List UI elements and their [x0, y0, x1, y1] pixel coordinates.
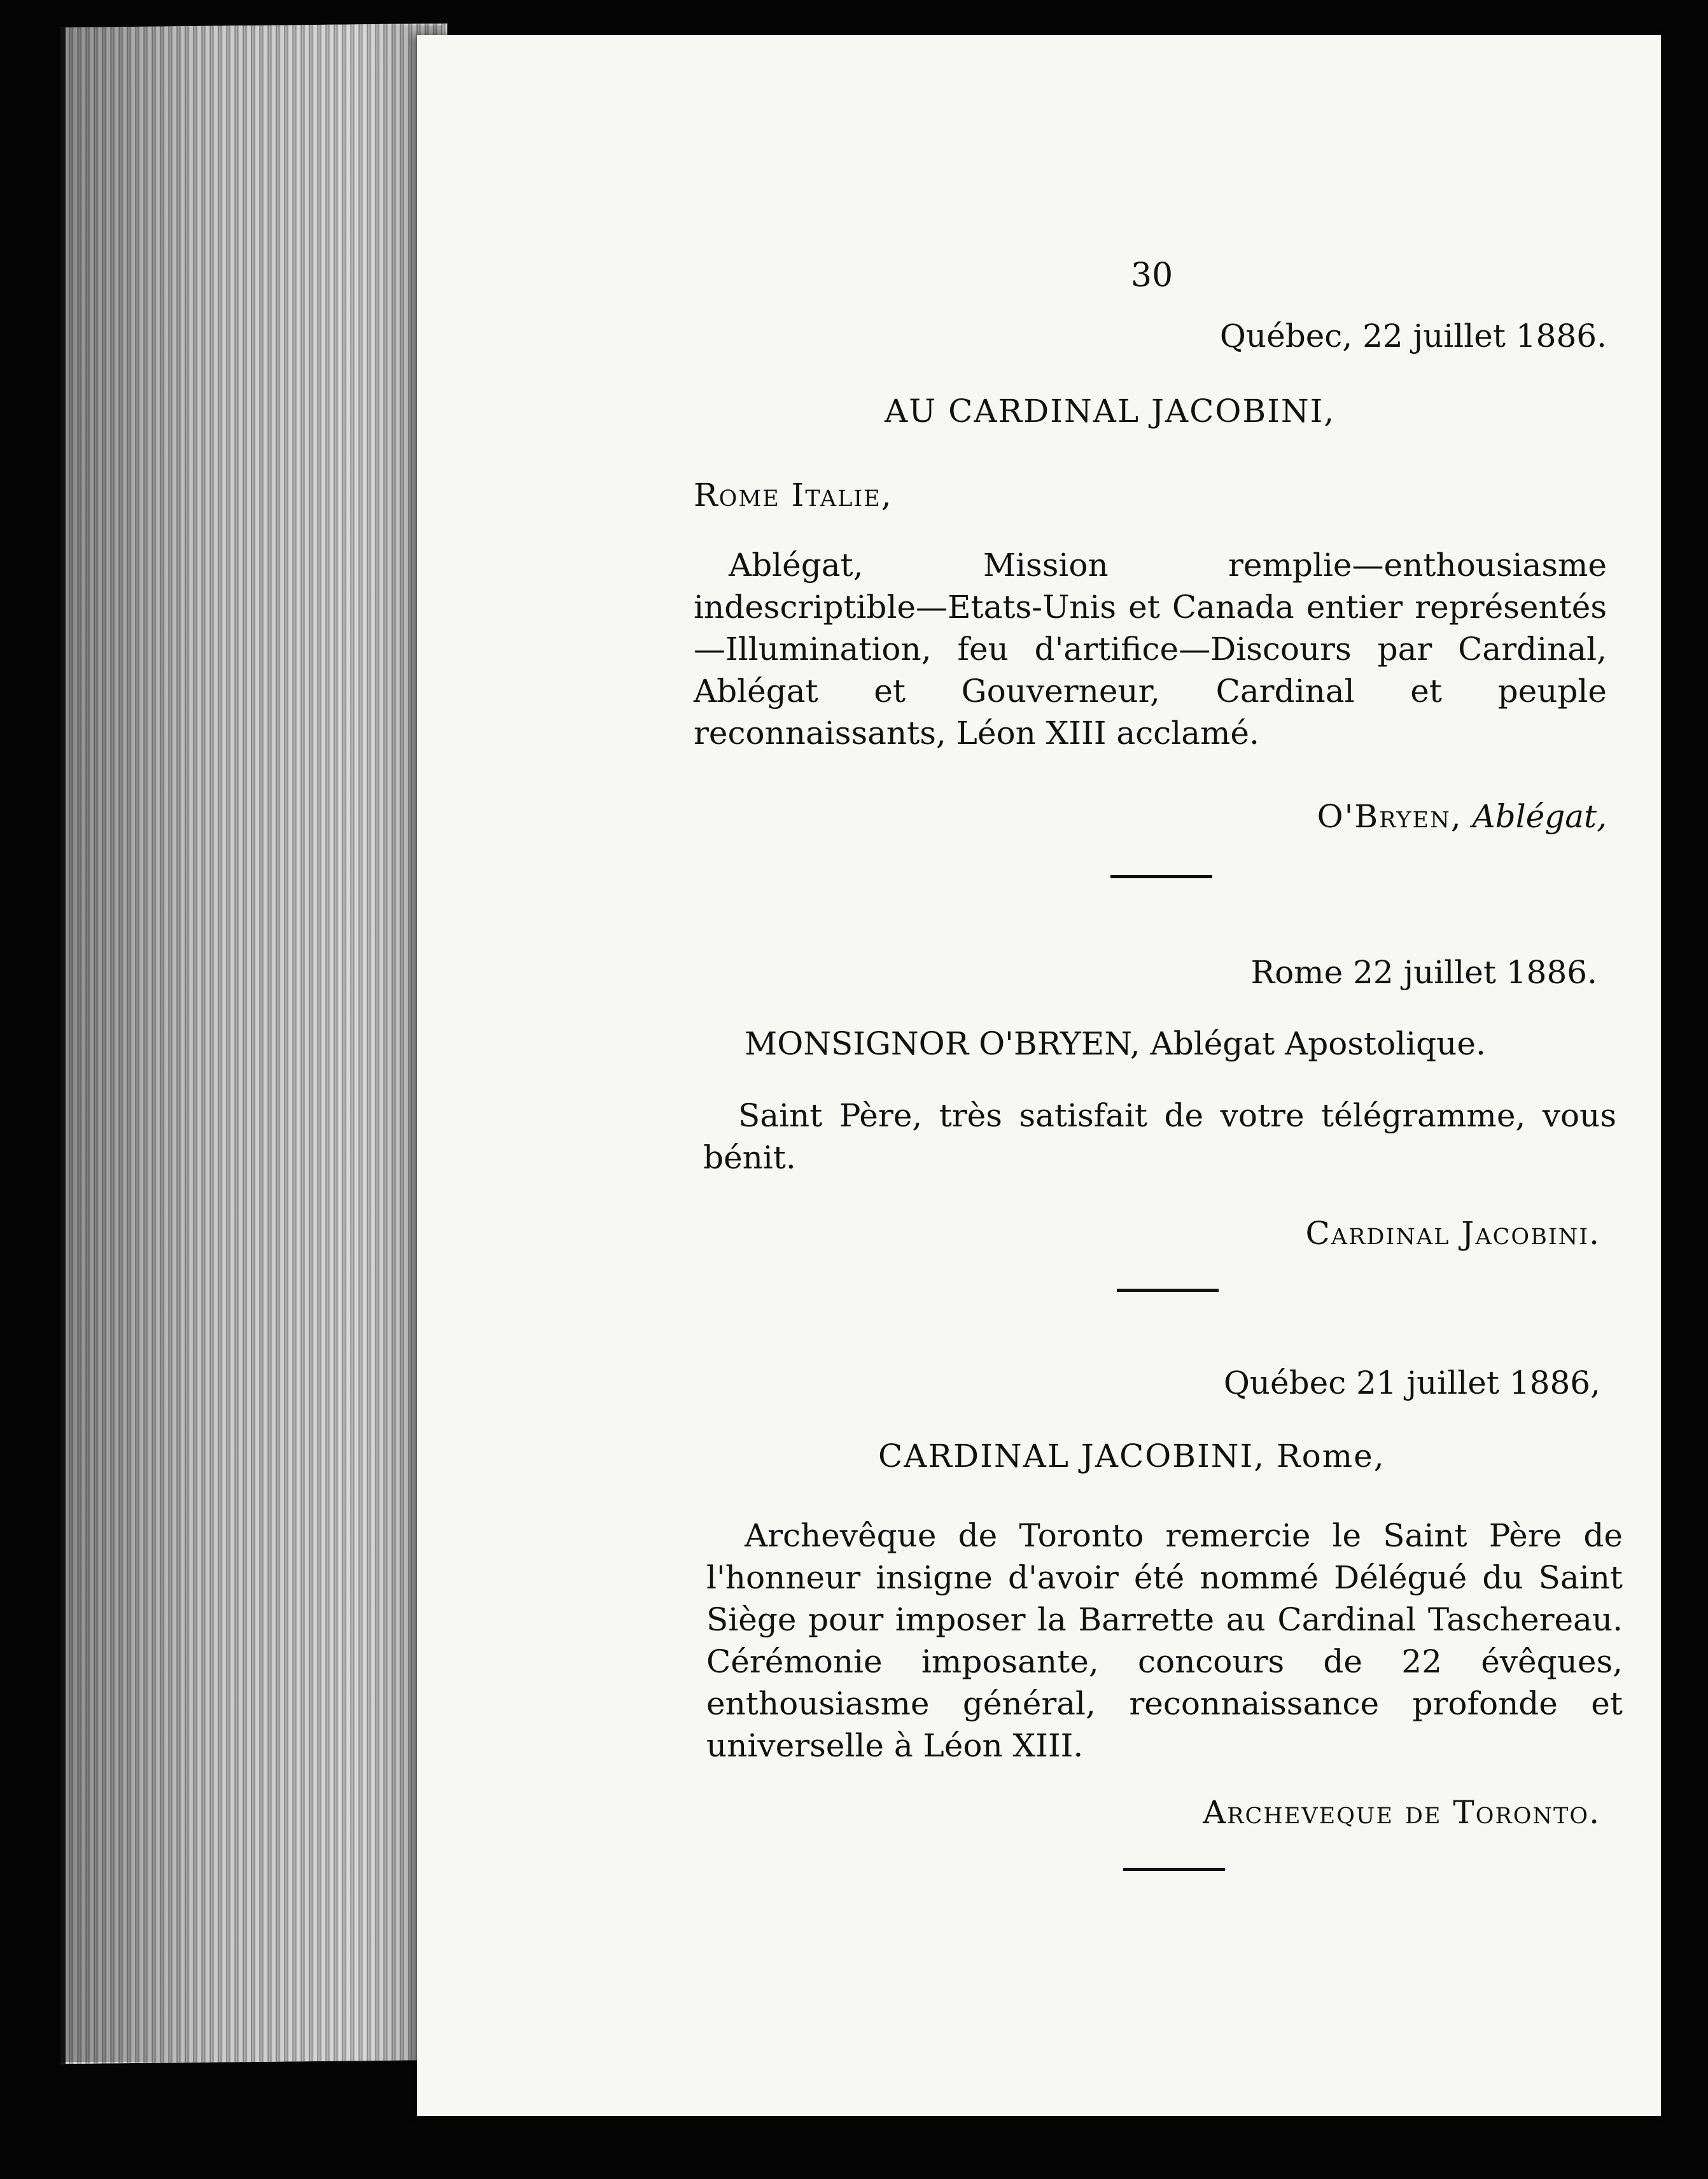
body-1: Ablégat, Mission remplie—enthousiasme indescriptible—Etats-Unis et Canada entier représentés—Illumination, feu d'artifice—Discours par Cardinal, Ablégat et Gouverneur, Cardinal et peuple reconnaissants, Léon XIII acclamé.	[694, 547, 1607, 752]
dateline-1: Québec, 22 juillet 1886.	[1219, 318, 1607, 354]
dateline-3: Québec 21 juillet 1886,	[1223, 1364, 1600, 1401]
addressee-1: AU CARDINAL JACOBINI,	[885, 393, 1336, 430]
signature-name-1: O'Bryen,	[1317, 798, 1462, 835]
body-2: Saint Père, très satisfait de votre télégramme, vous bénit.	[703, 1097, 1616, 1176]
book-edge-shadow	[60, 25, 442, 2062]
signature-name-3: Archeveque de Toronto.	[1203, 1794, 1600, 1831]
book-page	[417, 35, 1661, 2116]
section-divider-3	[1123, 1868, 1225, 1871]
section-divider-1	[1110, 875, 1212, 878]
signature-title-1: Ablégat,	[1472, 798, 1607, 835]
location-1: Rome Italie,	[694, 477, 893, 514]
addressee-2: MONSIGNOR O'BRYEN, Ablégat Apostolique.	[745, 1025, 1486, 1062]
dateline-2: Rome 22 juillet 1886.	[1250, 954, 1597, 991]
body-3: Archevêque de Toronto remercie le Saint Père de l'honneur insigne d'avoir été nommé Délégué du Saint Siège pour imposer la Barrette au Cardinal Taschereau. Cérémonie imposante, concours de 22 évêques, enthousiasme général, reconnaissance profonde et universelle à Léon XIII.	[706, 1517, 1623, 1764]
section-divider-2	[1117, 1289, 1219, 1292]
signature-name-2: Cardinal Jacobini.	[1305, 1215, 1600, 1252]
page-number: 30	[1131, 256, 1173, 295]
signature-1	[1317, 795, 1607, 837]
addressee-3: CARDINAL JACOBINI, Rome,	[878, 1438, 1385, 1475]
